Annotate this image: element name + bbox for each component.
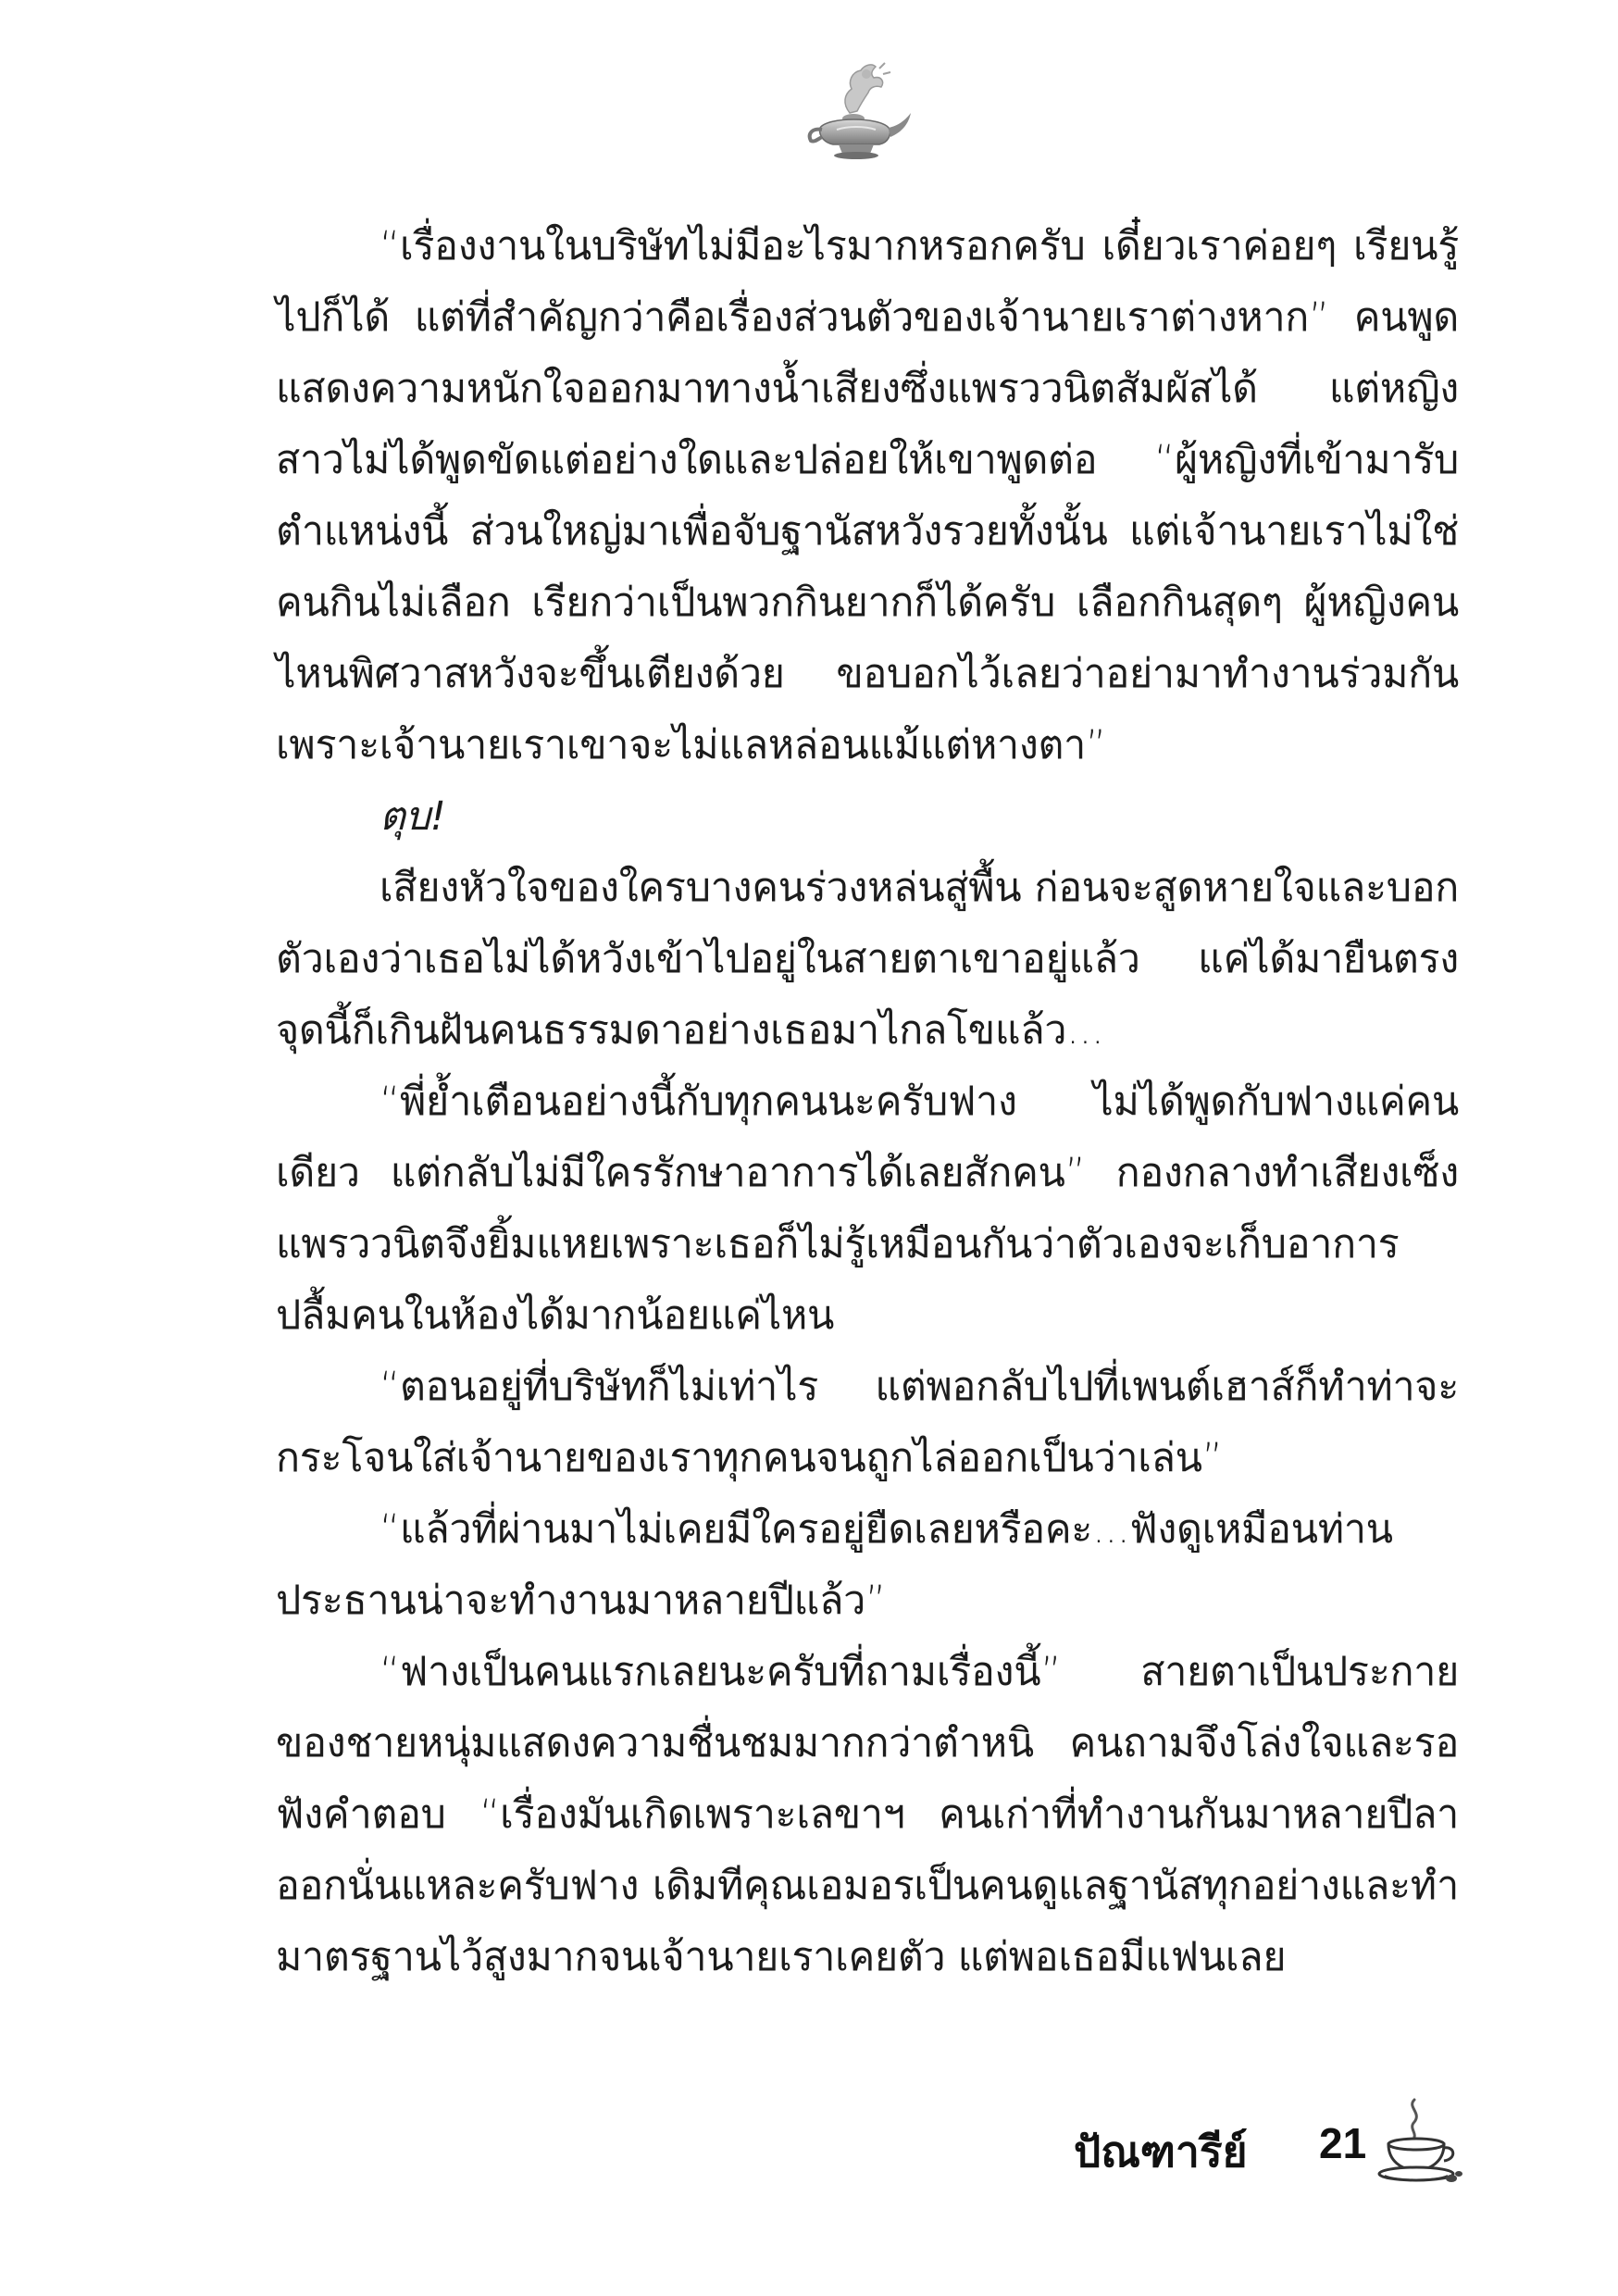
genie-lamp-icon xyxy=(796,54,916,174)
paragraph: “พี่ย้ำเตือนอย่างนี้กับทุกคนนะครับฟาง ไม่ได้พูดกับฟางแค่คนเดียว แต่กลับไม่มีใครรักษาอาการได้เลยสักคน” กองกลางทำเสียงเซ็ง แพรววนิตจึงยิ้มแหยเพราะเธอก็ไม่รู้เหมือนกันว่าตัวเองจะเก็บอาการปลื้มคนในห้องได้มากน้อยแค่ไหน xyxy=(276,1079,1459,1339)
coffee-cup-icon xyxy=(1377,2092,1462,2185)
paragraph: “ตอนอยู่ที่บริษัทก็ไม่เท่าไร แต่พอกลับไปที่เพนต์เฮาส์ก็ทำท่าจะกระโจนใส่เจ้านายของเราทุกคนจนถูกไล่ออกเป็นว่าเล่น” xyxy=(276,1364,1459,1481)
paragraph: “ฟางเป็นคนแรกเลยนะครับที่ถามเรื่องนี้” สายตาเป็นประกายของชายหนุ่มแสดงความชื่นชมมากกว่าตำหนิ คนถามจึงโล่งใจและรอฟังคำตอบ “เรื่องมันเกิดเพราะเลขาฯ คนเก่าที่ทำงานกันมาหลายปีลาออกนั่นแหละครับฟาง เดิมทีคุณเอมอรเป็นคนดูแลฐานัสทุกอย่างและทำมาตรฐานไว้สูงมากจนเจ้านายเราเคยตัว แต่พอเธอมีแฟนเลย xyxy=(276,1649,1459,1980)
page-footer xyxy=(1018,2092,1462,2194)
body-text xyxy=(276,211,1459,1993)
paragraph: ตุบ! xyxy=(380,793,446,840)
page-number: 21 xyxy=(1319,2119,1367,2167)
paragraph: “เรื่องงานในบริษัทไม่มีอะไรมากหรอกครับ เดี๋ยวเราค่อยๆ เรียนรู้ไปก็ได้ แต่ที่สำคัญกว่าคือเรื่องส่วนตัวของเจ้านายเราต่างหาก” คนพูดแสดงความหนักใจออกมาทางน้ำเสียงซึ่งแพรววนิตสัมผัสได้ แต่หญิงสาวไม่ได้พูดขัดแต่อย่างใดและปล่อยให้เขาพูดต่อ “ผู้หญิงที่เข้ามารับตำแหน่งนี้ ส่วนใหญ่มาเพื่อจับฐานัสหวังรวยทั้งนั้น แต่เจ้านายเราไม่ใช่คนกินไม่เลือก เรียกว่าเป็นพวกกินยากก็ได้ครับ เลือกกินสุดๆ ผู้หญิงคนไหนพิศวาสหวังจะขึ้นเตียงด้วย ขอบอกไว้เลยว่าอย่ามาทำงานร่วมกัน เพราะเจ้านายเราเขาจะไม่แลหล่อนแม้แต่หางตา” xyxy=(276,223,1459,768)
author-name: ปัณฑารีย์ xyxy=(1074,2127,1248,2177)
paragraph: “แล้วที่ผ่านมาไม่เคยมีใครอยู่ยืดเลยหรือคะ...ฟังดูเหมือนท่านประธานน่าจะทำงานมาหลายปีแล้ว” xyxy=(276,1506,1393,1624)
paragraph: เสียงหัวใจของใครบางคนร่วงหล่นสู่พื้น ก่อนจะสูดหายใจและบอกตัวเองว่าเธอไม่ได้หวังเข้าไปอยู่ในสายตาเขาอยู่แล้ว แค่ได้มายืนตรงจุดนี้ก็เกินฝันคนธรรมดาอย่างเธอมาไกลโขแล้ว... xyxy=(276,865,1459,1054)
